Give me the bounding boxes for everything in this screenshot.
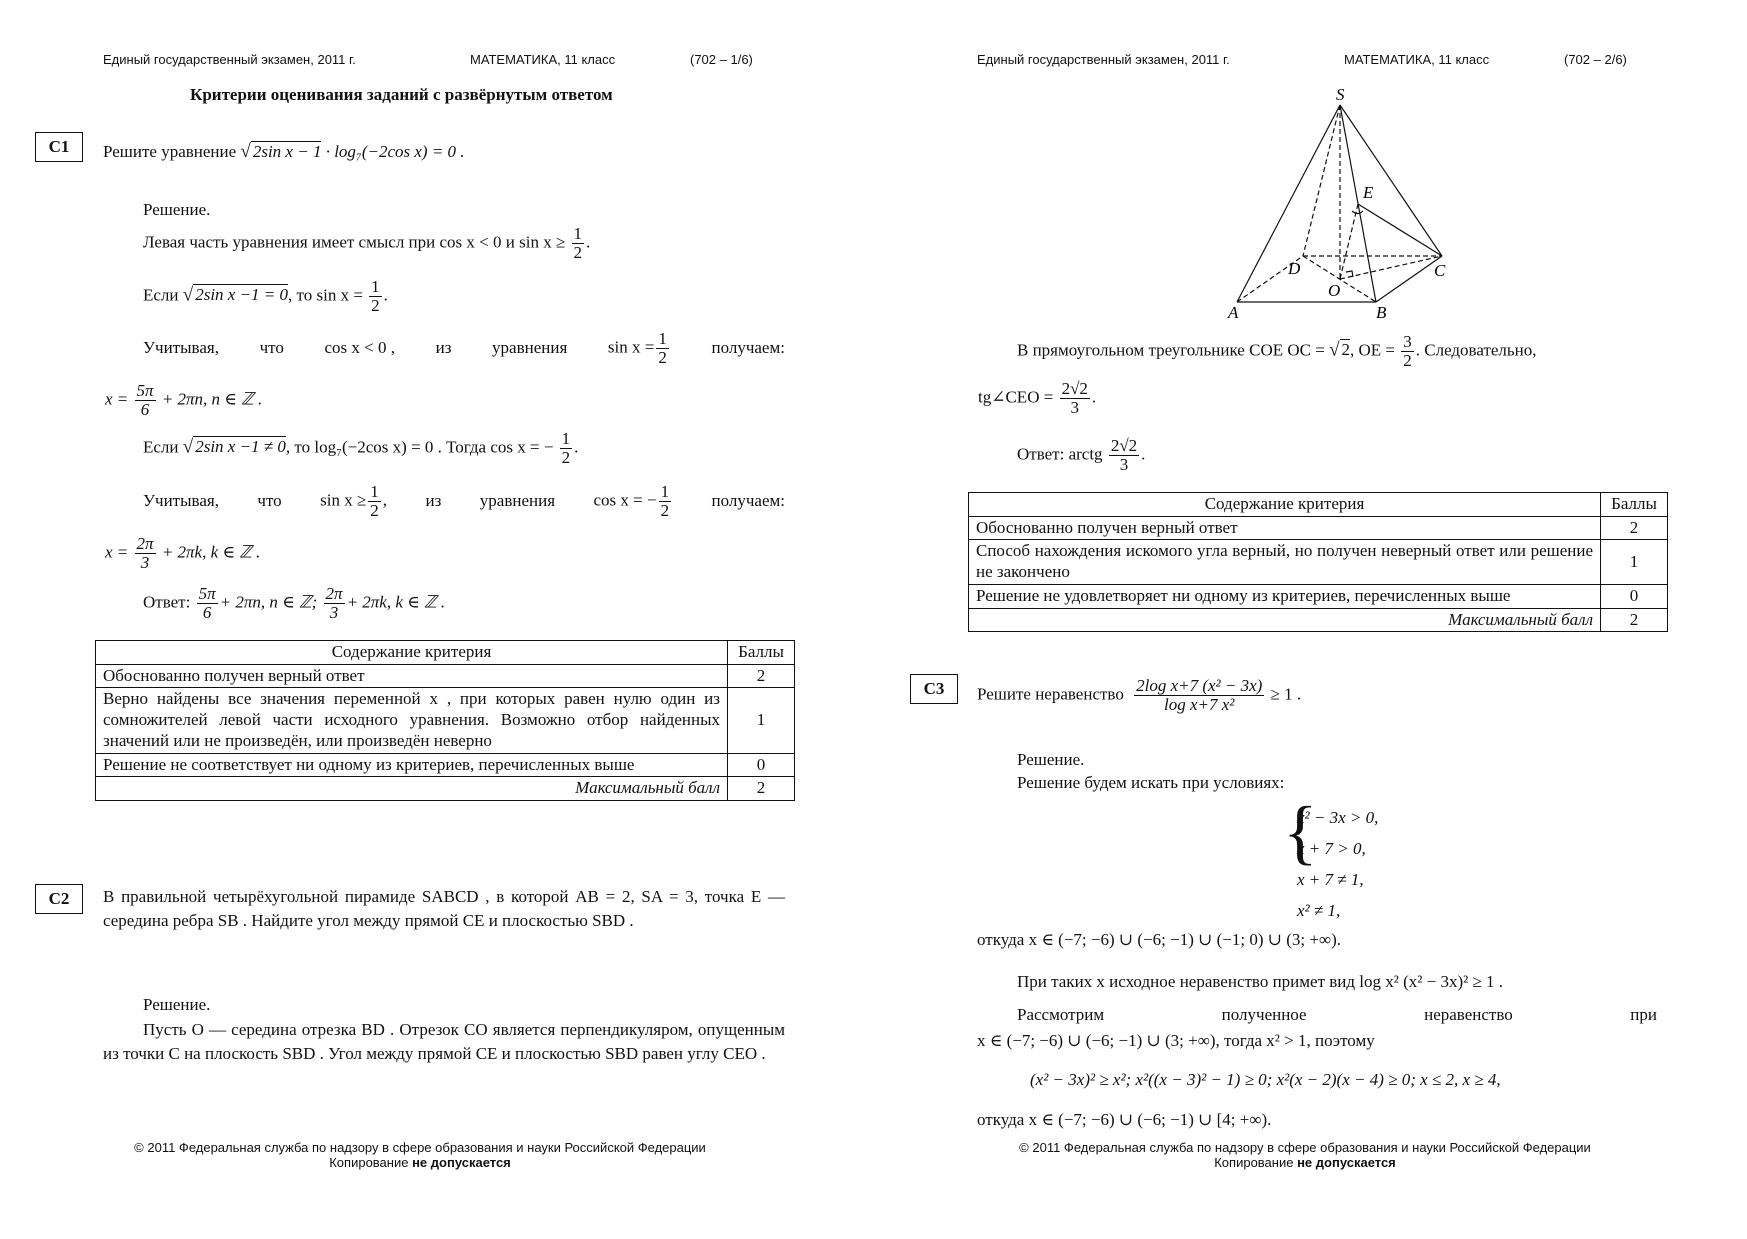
frac-num: 2π <box>136 534 154 553</box>
c1-line4-expr: 2sin x −1 ≠ 0 <box>195 437 286 457</box>
condition: x² ≠ 1, <box>1297 901 1341 920</box>
c3-prompt <box>977 677 1301 714</box>
footer-copyright: © 2011 Федеральная служба по надзору в сфере образования и науки Российской Федерации <box>134 1140 706 1155</box>
frac-den: 2 <box>660 500 670 520</box>
word: sin x = <box>607 337 655 357</box>
frac-den: 6 <box>202 602 212 622</box>
c1-line2-if: Если <box>143 285 179 305</box>
c3-consider <box>1017 1005 1657 1025</box>
word: из <box>425 491 442 511</box>
left-header-page: (702 – 1/6) <box>690 52 753 67</box>
table-header-points: Баллы <box>728 641 795 665</box>
figure-label-c: C <box>1434 261 1446 280</box>
table-max-label: Максимальный балл <box>969 608 1601 632</box>
c1-line1: Левая часть уравнения имеет смысл при cos x < 0 и sin x ≥ $\frac{1}{2}$ . <box>143 224 591 262</box>
table-cell-criterion: Способ нахождения искомого угла верный, но получен неверный ответ или решение не закончено <box>969 540 1601 584</box>
c2-cont-line1: В прямоугольном треугольнике COE OC = √ 2, OE = $\frac{3}{2}$ . Следовательно, <box>1017 332 1537 370</box>
word: что <box>257 491 282 511</box>
footer-copy-bold: не допускается <box>1297 1155 1396 1170</box>
footer-copy-note: Копирование <box>1214 1155 1298 1170</box>
frac-num: 5π <box>136 381 154 400</box>
table-max-row <box>969 608 1668 632</box>
table-cell-points: 0 <box>728 753 795 777</box>
right-header-exam: Единый государственный экзамен, 2011 г. <box>977 52 1230 67</box>
table-cell-criterion: Решение не соответствует ни одному из критериев, перечисленных выше <box>96 753 728 777</box>
c1-answer-label: Ответ: <box>143 592 191 612</box>
frac-num: 2√2 <box>1061 379 1088 398</box>
frac-den: log x+7 x² <box>1164 694 1235 714</box>
frac-den: 3 <box>329 602 339 622</box>
table-cell-points: 1 <box>1601 540 1668 584</box>
c1-answer-part1: + 2πn, n ∈ ℤ; <box>219 592 318 612</box>
c2-cont-tg-lhs: tg∠CEO = <box>978 387 1054 407</box>
c3-prompt-rel: ≥ 1 . <box>1270 684 1302 704</box>
figure-label-b: B <box>1376 303 1387 320</box>
frac-den: 2 <box>371 295 380 315</box>
c1-line2-expr: 2sin x −1 = 0 <box>195 285 289 305</box>
c3-prompt-text: Решите неравенство <box>977 684 1124 704</box>
table-max-row <box>96 777 795 801</box>
pyramid-figure <box>1200 80 1460 320</box>
c2-cont-oe: , OE = <box>1350 340 1395 360</box>
word: получаем: <box>711 338 785 358</box>
word: неравенство <box>1424 1005 1513 1024</box>
frac-den: 2 <box>658 347 667 367</box>
table-row <box>969 584 1668 608</box>
c2-solution-label: Решение. <box>143 995 211 1014</box>
table-max-points: 2 <box>1601 608 1668 632</box>
figure-label-d: D <box>1288 259 1301 278</box>
table-cell-criterion: Решение не удовлетворяет ни одному из критериев, перечисленных выше <box>969 584 1601 608</box>
word: из <box>435 338 452 358</box>
frac-den: 3 <box>1119 454 1129 474</box>
table-header-criterion: Содержание критерия <box>96 641 728 665</box>
table-cell-points: 2 <box>728 664 795 688</box>
c2-cont-sqrt: 2 <box>1341 340 1350 360</box>
c1-line4: Если √ 2sin x −1 ≠ 0, то log₇(−2cos x) = 0 . Тогда cos x = − $\frac{1}{2}$ . <box>143 429 579 467</box>
c1-line2: Если √ 2sin x −1 = 0, то sin x = $\frac{1}{2}$ . <box>143 277 388 315</box>
c1-x2-lhs: x = <box>105 542 129 562</box>
left-header-exam: Единый государственный экзамен, 2011 г. <box>103 52 356 67</box>
c2-cont-text: В прямоугольном треугольнике COE OC = <box>1017 340 1325 360</box>
table-row <box>969 540 1668 584</box>
frac-num: 1 <box>370 482 379 501</box>
c3-whence2: откуда x ∈ (−7; −6) ∪ (−6; −1) ∪ [4; +∞). <box>977 1110 1272 1129</box>
table-row <box>969 516 1668 540</box>
c3-line-a: При таких x исходное неравенство примет вид log x² (x² − 3x)² ≥ 1 . <box>1017 972 1504 991</box>
c1-criteria-table <box>95 640 795 801</box>
table-cell-points: 2 <box>1601 516 1668 540</box>
frac-den: 3 <box>140 552 150 572</box>
system-brace: { <box>1283 792 1318 872</box>
word: cos x = − <box>593 490 657 510</box>
frac-num: 1 <box>573 224 583 243</box>
c1-line2-then: , то sin x = <box>288 285 363 305</box>
word: при <box>1630 1005 1657 1024</box>
right-footer <box>985 1140 1625 1170</box>
c2-cont-answer: Ответ: arctg $\frac{2√2}{3}$ . <box>1017 436 1146 474</box>
frac-num: 2√2 <box>1110 436 1138 455</box>
c2-cont-tg: tg∠CEO = $\frac{2√2}{3}$ . <box>978 379 1097 417</box>
word: уравнения <box>479 491 556 511</box>
frac-den: 2 <box>561 447 571 467</box>
c3-whence1: откуда x ∈ (−7; −6) ∪ (−6; −1) ∪ (−1; 0) ∪ (3; +∞). <box>977 930 1341 949</box>
table-row <box>96 688 795 753</box>
footer-copy-bold: не допускается <box>412 1155 511 1170</box>
word: Учитывая, <box>143 491 219 511</box>
c3-conditions-intro: Решение будем искать при условиях: <box>1017 773 1285 792</box>
frac-num: 3 <box>1403 332 1412 351</box>
frac-num: 2π <box>325 584 343 603</box>
c1-x2-rhs: + 2πk, k ∈ ℤ . <box>161 542 261 562</box>
frac-num: 1 <box>660 482 670 501</box>
condition: x² − 3x > 0, <box>1297 808 1379 827</box>
condition: x + 7 > 0, <box>1297 839 1366 858</box>
c1-prompt-radicand: 2sin x − 1 <box>252 142 322 161</box>
condition: x + 7 ≠ 1, <box>1297 870 1364 889</box>
frac-num: 1 <box>658 329 667 348</box>
c3-solution-label: Решение. <box>1017 750 1085 769</box>
frac-num: 5π <box>198 584 216 603</box>
c1-x1-lhs: x = <box>105 389 129 409</box>
table-header-row <box>969 493 1668 517</box>
c2-solution-text: Пусть O — середина отрезка BD . Отрезок CO является перпендикуляром, опущенным из точки C на плоскость SBD . Угол между прямой CE и плоскостью SBD равен углу CEO . <box>103 1020 785 1063</box>
c1-x1 <box>105 382 262 419</box>
c1-line1-text: Левая часть уравнения имеет смысл при cos x < 0 и sin x ≥ <box>143 232 566 252</box>
frac-num: 1 <box>371 277 380 296</box>
c1-answer <box>143 585 445 622</box>
table-header-points: Баллы <box>1601 493 1668 517</box>
table-cell-points: 0 <box>1601 584 1668 608</box>
table-row <box>96 753 795 777</box>
table-max-points: 2 <box>728 777 795 801</box>
task-label-c3: C3 <box>910 674 958 704</box>
right-header-page: (702 – 2/6) <box>1564 52 1627 67</box>
c2-cont-answer-label: Ответ: arctg <box>1017 444 1103 464</box>
table-cell-criterion: Верно найдены все значения переменной x , при которых равен нулю один из сомножителей левой части исходного уравнения. Возможно отбор найденных значений или не произведён, или произведён неверно <box>96 688 728 753</box>
c1-x2 <box>105 535 260 572</box>
footer-copyright: © 2011 Федеральная служба по надзору в сфере образования и науки Российской Федерации <box>1019 1140 1591 1155</box>
frac-den: 2 <box>573 242 583 262</box>
left-header-subject: МАТЕМАТИКА, 11 класс <box>470 52 616 67</box>
word: полученное <box>1221 1005 1307 1024</box>
c1-answer-part2: + 2πk, k ∈ ℤ . <box>346 592 446 612</box>
table-header-criterion: Содержание критерия <box>969 493 1601 517</box>
c3-chain: (x² − 3x)² ≥ x²; x²((x − 3)² − 1) ≥ 0; x²(x − 2)(x − 4) ≥ 0; x ≤ 2, x ≥ 4, <box>1030 1070 1501 1089</box>
c1-line4-if: Если <box>143 437 179 457</box>
task-label-c2: C2 <box>35 884 83 914</box>
left-footer <box>100 1140 740 1170</box>
word: Учитывая, <box>143 338 219 358</box>
figure-label-a: A <box>1228 303 1239 320</box>
c2-prompt: В правильной четырёхугольной пирамиде SABCD , в которой AB = 2, SA = 3, точка E — середина ребра SB . Найдите угол между прямой CE и плоскостью SBD . <box>103 887 785 930</box>
c2-cont-therefore: . Следовательно, <box>1415 340 1537 360</box>
frac-den: 2 <box>1403 350 1412 370</box>
frac-den: 2 <box>370 500 379 520</box>
c1-line5 <box>143 483 785 520</box>
c2-criteria-table <box>968 492 1668 632</box>
figure-label-s: S <box>1336 85 1345 104</box>
word: , <box>382 490 388 510</box>
footer-copy-note: Копирование <box>329 1155 413 1170</box>
word: что <box>259 338 284 358</box>
table-cell-points: 1 <box>728 688 795 753</box>
c1-prompt: Решите уравнение √ 2sin x − 1 · log₇(−2cos x) = 0 . <box>103 141 465 162</box>
table-header-row <box>96 641 795 665</box>
c1-prompt-text: Решите уравнение <box>103 142 237 161</box>
word: cos x < 0 , <box>324 338 395 358</box>
task-label-c1: C1 <box>35 132 83 162</box>
frac-num: 1 <box>561 429 571 448</box>
table-cell-criterion: Обоснованно получен верный ответ <box>96 664 728 688</box>
c1-line3 <box>143 330 785 367</box>
c3-consider2: x ∈ (−7; −6) ∪ (−6; −1) ∪ (3; +∞), тогда x² > 1, поэтому <box>977 1031 1375 1050</box>
page-title: Критерии оценивания заданий с развёрнутым ответом <box>190 85 613 104</box>
c1-x1-rhs: + 2πn, n ∈ ℤ . <box>161 389 263 409</box>
frac-den: 6 <box>140 399 150 419</box>
c1-line4-then: , то log₇(−2cos x) = 0 . Тогда cos x = − <box>285 437 554 457</box>
table-max-label: Максимальный балл <box>96 777 728 801</box>
word: sin x ≥ <box>320 490 367 510</box>
table-cell-criterion: Обоснованно получен верный ответ <box>969 516 1601 540</box>
word: уравнения <box>492 338 568 358</box>
right-header-subject: МАТЕМАТИКА, 11 класс <box>1344 52 1490 67</box>
figure-label-e: E <box>1363 183 1374 202</box>
frac-den: 3 <box>1070 397 1079 417</box>
c3-conditions <box>1297 802 1378 926</box>
frac-num: 2log x+7 (x² − 3x) <box>1136 676 1263 695</box>
word: Рассмотрим <box>1017 1005 1105 1024</box>
c1-prompt-rest: · log₇(−2cos x) = 0 . <box>325 142 465 161</box>
table-row <box>96 664 795 688</box>
figure-label-o: O <box>1328 281 1341 300</box>
word: получаем: <box>711 491 785 511</box>
c1-solution-label: Решение. <box>143 200 211 219</box>
